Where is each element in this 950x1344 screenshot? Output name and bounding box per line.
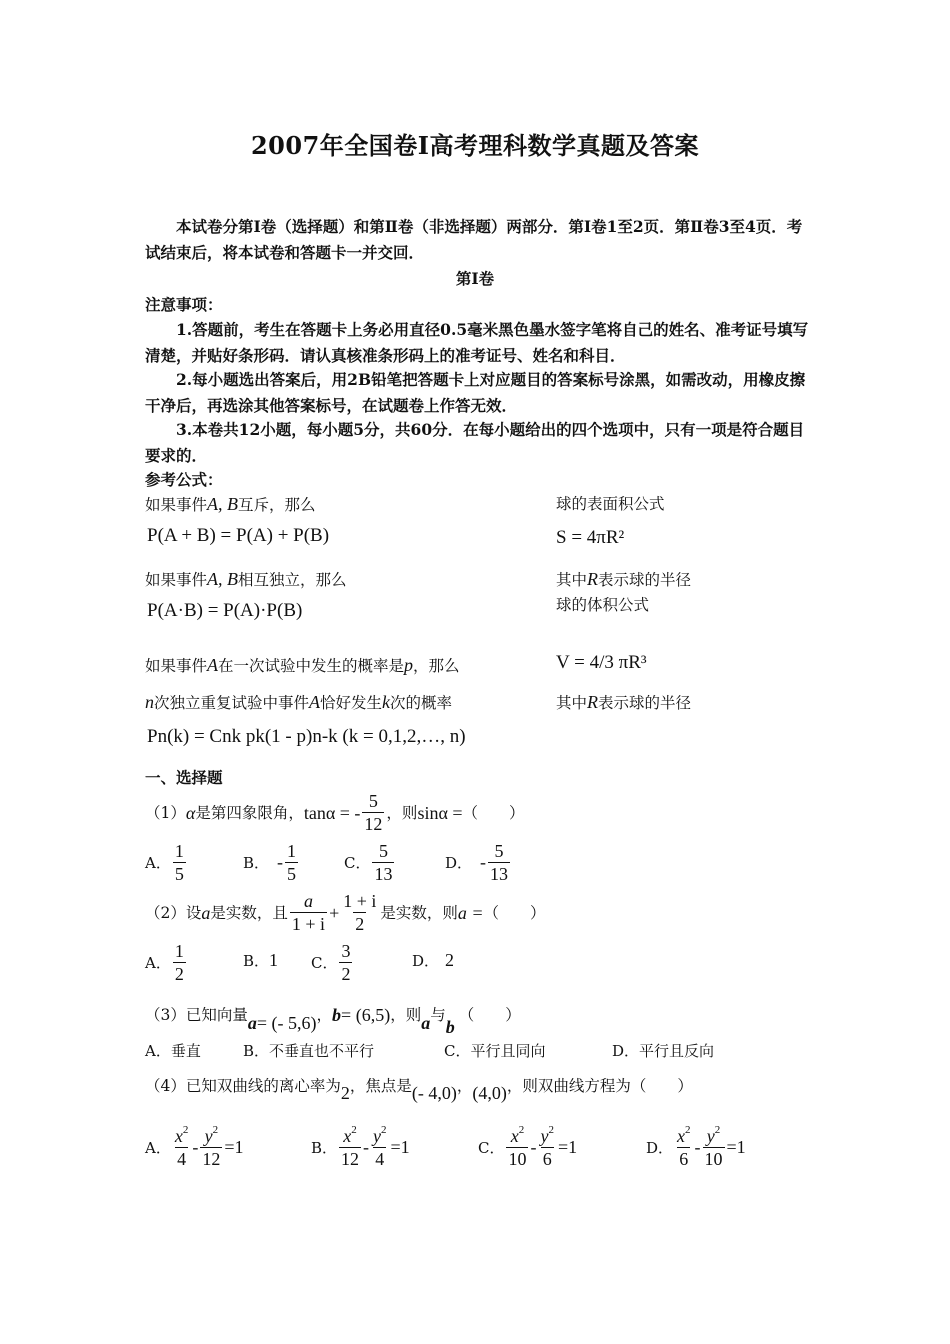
q3-option-a: A．垂直 <box>145 1042 201 1060</box>
q1-option-b: B． - $\frac{1}{5}$ <box>243 841 297 884</box>
intro-paragraph: 本试卷分第Ⅰ卷（选择题）和第Ⅱ卷（非选择题）两部分．第Ⅰ卷1至2页．第Ⅱ卷3至4页．考试结束后，将本试卷和答题卡一并交回． <box>145 217 803 262</box>
q4-option-d: D． $\frac{x^2}{6}$ - $\frac{y^2}{10}$ =1 <box>646 1124 746 1169</box>
sphere-area-formula: S = 4πR² <box>556 527 625 548</box>
q2-option-c: C． $\frac{3}{2}$ <box>311 941 351 984</box>
independent-formula: P(A·B) = P(A)·P(B) <box>147 600 303 621</box>
probability-text: 如果事件A在一次试验中发生的概率是p，那么 <box>145 655 460 675</box>
q3-option-d: D．平行且反向 <box>612 1042 715 1060</box>
sphere-area-label: 球的表面积公式 <box>556 495 665 513</box>
q2-option-d: D． 2 <box>412 950 455 970</box>
q3-option-c: C．平行且同向 <box>444 1042 546 1060</box>
q2-option-b: B．1 <box>243 950 279 970</box>
q1-option-d: D． - $\frac{5}{13}$ <box>445 841 509 884</box>
q1-option-a: A． $\frac{1}{5}$ <box>145 841 184 884</box>
radius-note-2: 其中R表示球的半径 <box>556 692 692 712</box>
exclusive-text: 如果事件A, B互斥，那么 <box>145 494 316 514</box>
question-3: （3） 已知向量 a = (- 5,6) ， b = (6,5) ，则 a 与 b （ ） <box>145 1005 521 1037</box>
q4-option-a: A． $\frac{x^2}{4}$ - $\frac{y^2}{12}$ =1 <box>145 1124 244 1169</box>
q2-option-a: A． $\frac{1}{2}$ <box>145 941 184 984</box>
section1-heading: 一、选择题 <box>145 768 223 787</box>
note-3: 3.本卷共12小题，每小题5分，共60分．在每小题给出的四个选项中，只有一项是符合题目要求的． <box>145 420 805 465</box>
exclusive-formula: P(A + B) = P(A) + P(B) <box>147 525 330 546</box>
part1-heading: 第Ⅰ卷 <box>455 269 495 288</box>
radius-note-1: 其中R表示球的半径 <box>556 569 692 589</box>
sphere-volume-formula: V = 4/3 πR³ <box>556 652 647 673</box>
question-2: （2） 设 a 是实数，且 $\frac{a}{1 + i}$ + $\frac{1 + i}{2}$ 是实数，则 a = （ ） <box>145 891 546 934</box>
q4-option-b: B． $\frac{x^2}{12}$ - $\frac{y^2}{4}$ =1 <box>311 1124 410 1169</box>
repeat-trial-text: n次独立重复试验中事件A恰好发生k次的概率 <box>145 692 453 712</box>
note-2: 2.每小题选出答案后，用2B铅笔把答题卡上对应题目的答案标号涂黑，如需改动，用橡皮擦干净后，再选涂其他答案标号，在试题卷上作答无效． <box>145 370 806 415</box>
notes-heading: 注意事项： <box>145 295 223 314</box>
sphere-volume-label: 球的体积公式 <box>556 596 650 614</box>
q4-option-c: C． $\frac{x^2}{10}$ - $\frac{y^2}{6}$ =1 <box>478 1124 578 1169</box>
q3-option-b: B．不垂直也不平行 <box>243 1042 375 1060</box>
question-4: （4） 已知双曲线的离心率为 2 ，焦点是 (- 4,0) ， (4,0) ，则双曲线方程为（ ） <box>145 1077 693 1103</box>
page-title: 2007年全国卷Ⅰ高考理科数学真题及答案 <box>250 131 700 160</box>
independent-text: 如果事件A, B相互独立，那么 <box>145 569 347 589</box>
question-1: （1） α 是第四象限角， tanα = - $\frac{5}{12}$ ，则 sinα = （ ） <box>145 791 525 834</box>
q1-option-c: C． $\frac{5}{13}$ <box>344 841 393 884</box>
note-1: 1.答题前，考生在答题卡上务必用直径0.5毫米黑色墨水签字笔将自己的姓名、准考证号填写清楚，并贴好条形码．请认真核准条形码上的准考证号、姓名和科目． <box>145 320 809 365</box>
binomial-formula: Pn(k) = Cnk pk(1 - p)n-k (k = 0,1,2,…, n) <box>147 726 466 747</box>
formulas-heading: 参考公式： <box>145 470 223 489</box>
